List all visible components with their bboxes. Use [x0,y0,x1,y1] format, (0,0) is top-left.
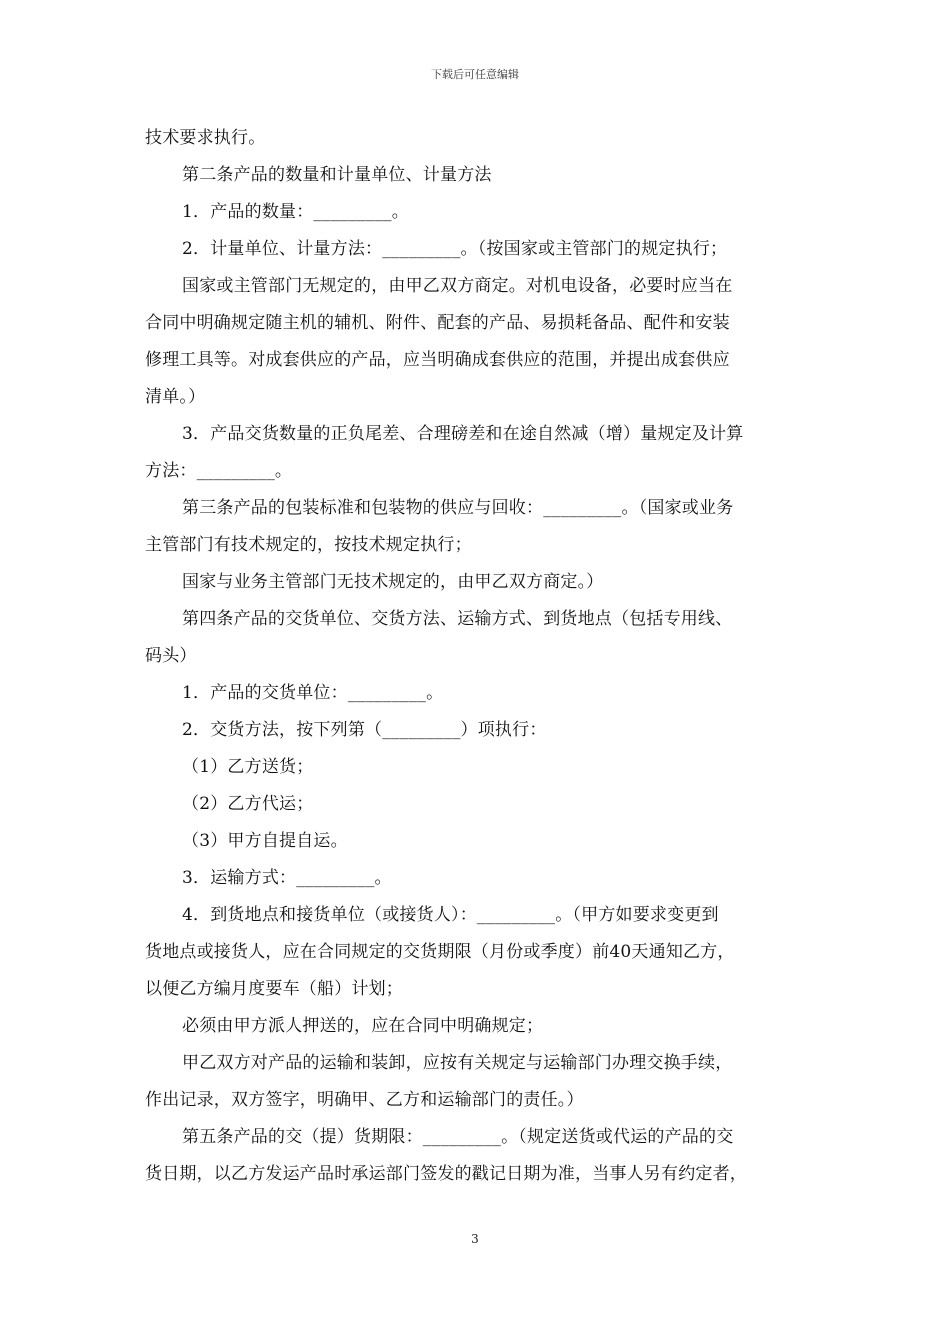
document-body [145,120,815,1193]
paragraph-line: 货地点或接货人，应在合同规定的交货期限（月份或季度）前40天通知乙方， [145,942,735,962]
paragraph-line: 3．运输方式：_________。 [182,868,392,888]
paragraph-line: 4．到货地点和接货单位（或接货人）：_________。（甲方如要求变更到 [182,905,719,925]
paragraph-line: 必须由甲方派人押送的，应在合同中明确规定； [182,1016,544,1036]
paragraph-line: 甲乙双方对产品的运输和装卸，应按有关规定与运输部门办理交换手续， [182,1053,733,1073]
paragraph-line: 作出记录，双方签字，明确甲、乙方和运输部门的责任。） [145,1090,584,1110]
paragraph-line: 清单。） [145,387,206,407]
paragraph-line: 码头） [145,646,197,666]
paragraph-line: 技术要求执行。 [145,128,266,148]
paragraph-line: 3．产品交货数量的正负尾差、合理磅差和在途自然减（增）量规定及计算 [182,424,744,444]
paragraph-line: 方法：_________。 [145,461,293,481]
page-header: 下载后可任意编辑 [431,68,519,81]
paragraph-line: 第五条产品的交（提）货期限：_________。（规定送货或代运的产品的交 [182,1127,734,1147]
page-number: 3 [471,1232,479,1246]
paragraph-line: 第三条产品的包装标准和包装物的供应与回收：_________。（国家或业务 [182,498,734,518]
paragraph-line: 第四条产品的交货单位、交货方法、运输方式、到货地点（包括专用线、 [182,609,733,629]
paragraph-line: 第二条产品的数量和计量单位、计量方法 [182,165,492,185]
paragraph-line: 2．计量单位、计量方法：_________。（按国家或主管部门的规定执行； [182,239,728,259]
paragraph-line: （2）乙方代运； [182,794,314,814]
paragraph-line: 1．产品的数量：_________。 [182,202,409,222]
paragraph-line: 主管部门有技术规定的，按技术规定执行； [145,535,472,555]
paragraph-line: （3）甲方自提自运。 [182,831,348,851]
paragraph-line: 国家或主管部门无规定的，由甲乙双方商定。对机电设备，必要时应当在 [182,276,733,296]
paragraph-line: 1．产品的交货单位：_________。 [182,683,444,703]
paragraph-line: 修理工具等。对成套供应的产品，应当明确成套供应的范围，并提出成套供应 [145,350,730,370]
paragraph-line: （1）乙方送货； [182,757,314,777]
paragraph-line: 货日期，以乙方发运产品时承运部门签发的戳记日期为准，当事人另有约定者， [145,1164,747,1184]
paragraph-line: 国家与业务主管部门无技术规定的，由甲乙双方商定。） [182,572,604,592]
paragraph-line: 以便乙方编月度要车（船）计划； [145,979,403,999]
paragraph-line: 2．交货方法，按下列第（_________）项执行： [182,720,547,740]
paragraph-line: 合同中明确规定随主机的辅机、附件、配套的产品、易损耗备品、配件和安装 [145,313,730,333]
